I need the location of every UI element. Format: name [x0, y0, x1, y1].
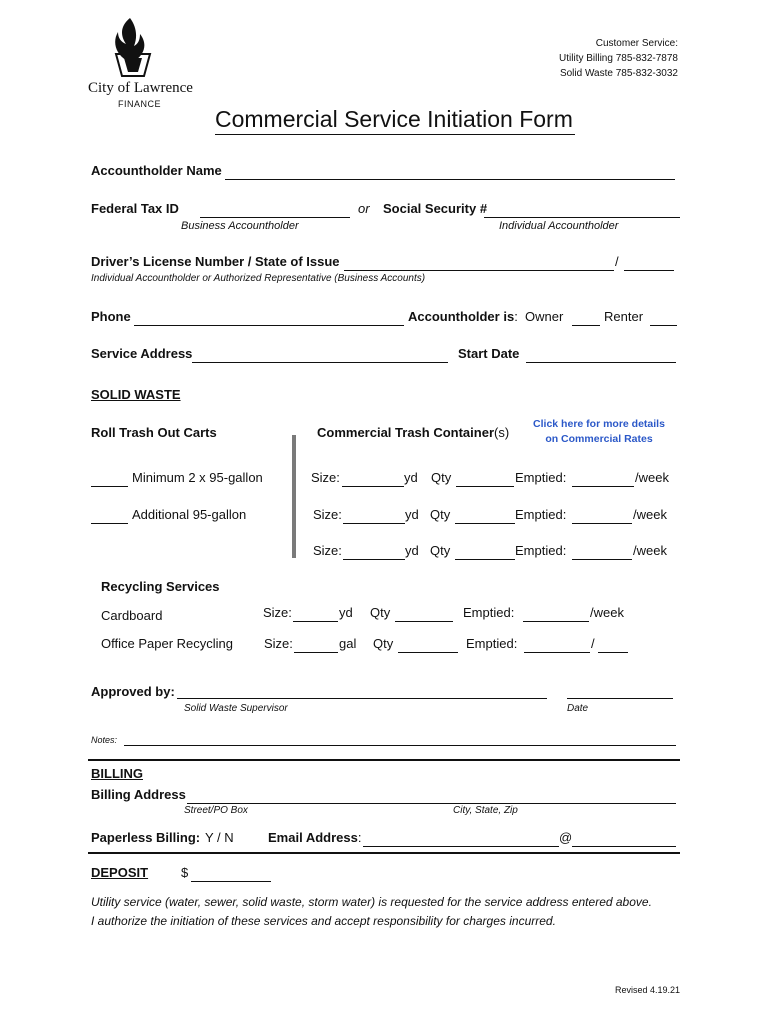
container3-qty-label: Qty [430, 543, 451, 558]
dl-note: Individual Accountholder or Authorized Representative (Business Accounts) [91, 273, 426, 284]
container1-size-label: Size: [311, 470, 340, 485]
container1-qty-field[interactable] [456, 470, 514, 487]
office-paper-emptied-label: Emptied: [466, 636, 518, 651]
service-address-label: Service Address [91, 346, 193, 361]
cardboard-yd: yd [339, 605, 353, 620]
solid-waste-heading: SOLID WASTE [91, 387, 181, 402]
drivers-license-label: Driver’s License Number / State of Issue [91, 254, 340, 269]
office-paper-size-label: Size: [264, 636, 293, 651]
deposit-heading: DEPOSIT [91, 865, 149, 880]
column-divider [292, 435, 296, 558]
solid-waste-phone: Solid Waste 785-832-3032 [559, 68, 678, 79]
title-underline [215, 134, 575, 135]
office-paper-label: Office Paper Recycling [101, 636, 233, 651]
drivers-license-field[interactable] [344, 254, 614, 271]
dl-slash: / [615, 254, 619, 269]
cardboard-size-field[interactable] [293, 605, 338, 622]
container2-size-field[interactable] [343, 507, 405, 524]
customer-service-title: Customer Service: [595, 38, 678, 49]
cardboard-qty-field[interactable] [395, 605, 453, 622]
state-of-issue-field[interactable] [624, 254, 674, 271]
statement-line-2: I authorize the initiation of these services and accept responsibility for charges incurred. [91, 914, 556, 928]
office-paper-gal: gal [339, 636, 357, 651]
renter-field[interactable] [650, 309, 677, 326]
deposit-amount-field[interactable] [191, 865, 271, 882]
notes-field[interactable] [124, 731, 676, 746]
container1-qty-label: Qty [431, 470, 452, 485]
container3-emptied-field[interactable] [572, 543, 632, 560]
accountholder-name-field[interactable] [225, 163, 675, 180]
email-address-label: Email Address: [268, 830, 362, 845]
billing-address-field[interactable] [187, 787, 676, 804]
renter-label: Renter [604, 309, 644, 324]
deposit-divider [88, 852, 680, 854]
accountholder-name-label: Accountholder Name [91, 163, 222, 178]
email-user-field[interactable] [363, 830, 559, 847]
container2-qty-label: Qty [430, 507, 451, 522]
individual-accountholder-caption: Individual Accountholder [499, 220, 619, 232]
form-title: Commercial Service Initiation Form [215, 106, 573, 132]
date-caption: Date [567, 703, 589, 714]
approved-by-label: Approved by: [91, 684, 175, 699]
office-paper-slash: / [591, 636, 595, 651]
cardboard-emptied-label: Emptied: [463, 605, 515, 620]
minimum-cart-label: Minimum 2 x 95-gallon [132, 470, 263, 485]
phone-label: Phone [91, 309, 131, 324]
container3-week: /week [633, 543, 667, 558]
cardboard-emptied-field[interactable] [523, 605, 589, 622]
deposit-dollar-sign: $ [181, 865, 189, 880]
street-caption: Street/PO Box [184, 805, 248, 816]
billing-divider [88, 759, 680, 761]
start-date-field[interactable] [526, 346, 676, 363]
minimum-cart-field[interactable] [91, 470, 128, 487]
paperless-billing-label: Paperless Billing: [91, 830, 201, 845]
paperless-options[interactable]: Y / N [205, 830, 234, 845]
container2-week: /week [633, 507, 667, 522]
office-paper-size-field[interactable] [294, 636, 338, 653]
cardboard-week: /week [590, 605, 624, 620]
business-accountholder-caption: Business Accountholder [181, 220, 299, 232]
container1-yd: yd [404, 470, 418, 485]
billing-address-label: Billing Address [91, 787, 186, 802]
container2-emptied-field[interactable] [572, 507, 632, 524]
container3-qty-field[interactable] [455, 543, 515, 560]
container2-emptied-label: Emptied: [515, 507, 567, 522]
container3-yd: yd [405, 543, 419, 558]
container3-emptied-label: Emptied: [515, 543, 567, 558]
phone-field[interactable] [134, 309, 404, 326]
cardboard-size-label: Size: [263, 605, 292, 620]
statement-line-1: Utility service (water, sewer, solid waste, storm water) is requested for the service address entered above. [91, 895, 652, 909]
or-label: or [358, 201, 370, 216]
container1-emptied-label: Emptied: [515, 470, 567, 485]
additional-cart-label: Additional 95-gallon [132, 507, 247, 522]
ssn-field[interactable] [484, 201, 680, 218]
notes-label: Notes: [91, 735, 118, 745]
container1-emptied-field[interactable] [572, 470, 634, 487]
office-paper-emptied-field[interactable] [524, 636, 590, 653]
office-paper-frequency-field[interactable] [598, 636, 628, 653]
container3-size-label: Size: [313, 543, 342, 558]
accountholder-is-label: Accountholder is: [408, 309, 518, 324]
container1-size-field[interactable] [342, 470, 404, 487]
start-date-label: Start Date [458, 346, 520, 361]
logo-finance-text: FINANCE [118, 99, 162, 109]
recycling-heading: Recycling Services [101, 579, 220, 594]
email-at-sign: @ [559, 830, 573, 845]
container1-week: /week [635, 470, 669, 485]
revised-date: Revised 4.19.21 [614, 985, 680, 995]
additional-cart-field[interactable] [91, 507, 128, 524]
commercial-container-label: Commercial Trash Container(s) [317, 425, 510, 440]
cardboard-qty-label: Qty [370, 605, 391, 620]
owner-field[interactable] [572, 309, 600, 326]
container2-yd: yd [405, 507, 419, 522]
approved-by-field[interactable] [177, 682, 547, 699]
billing-heading: BILLING [91, 766, 143, 781]
email-domain-field[interactable] [572, 830, 676, 847]
ssn-label: Social Security # [383, 201, 488, 216]
container3-size-field[interactable] [343, 543, 405, 560]
federal-tax-id-label: Federal Tax ID [91, 201, 179, 216]
container2-size-label: Size: [313, 507, 342, 522]
supervisor-caption: Solid Waste Supervisor [184, 703, 288, 714]
federal-tax-id-field[interactable] [200, 201, 350, 218]
utility-billing-phone: Utility Billing 785-832-7878 [559, 53, 678, 64]
office-paper-qty-field[interactable] [398, 636, 458, 653]
office-paper-qty-label: Qty [373, 636, 394, 651]
roll-trash-carts-label: Roll Trash Out Carts [91, 425, 217, 440]
commercial-rates-link[interactable]: Click here for more details on Commercial Rates [533, 418, 665, 445]
container2-qty-field[interactable] [455, 507, 515, 524]
service-address-field[interactable] [192, 346, 448, 363]
approval-date-field[interactable] [567, 682, 673, 699]
city-logo [88, 14, 193, 110]
logo-city-text: City of Lawrence [88, 80, 193, 96]
city-caption: City, State, Zip [453, 805, 518, 816]
cardboard-label: Cardboard [101, 608, 163, 623]
owner-label: Owner [525, 309, 564, 324]
